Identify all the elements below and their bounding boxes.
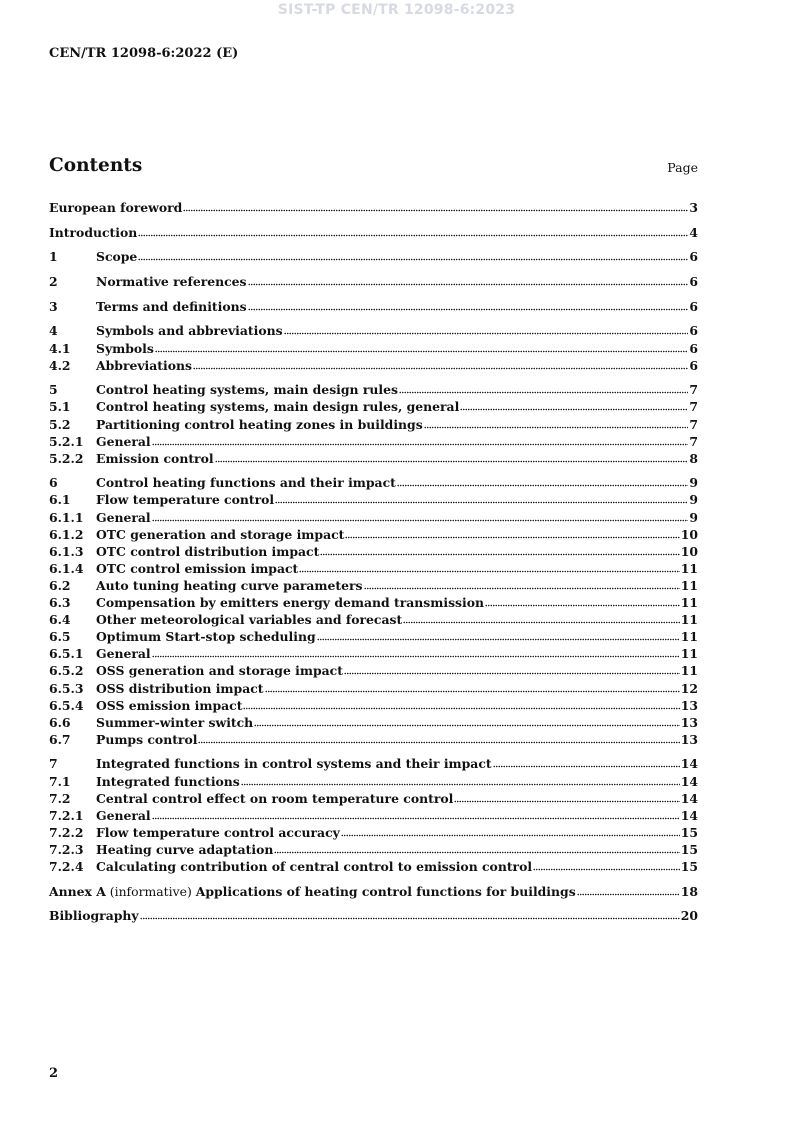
dot-leader: [454, 800, 679, 803]
toc-entry-title: Integrated functions: [96, 773, 240, 789]
toc-entry[interactable]: [49, 273, 698, 290]
toc-entry-title: Bibliography: [49, 908, 139, 924]
dot-leader: [275, 501, 688, 504]
dot-leader: [299, 570, 679, 573]
dot-leader: [317, 638, 680, 641]
dot-leader: [424, 426, 689, 429]
toc-entry[interactable]: [49, 509, 698, 526]
dot-leader: [320, 553, 679, 556]
dot-leader: [152, 519, 689, 522]
toc-entry-title: Compensation by emitters energy demand transmission: [96, 595, 485, 611]
dot-leader: [152, 817, 680, 820]
footer-page-number: 2: [49, 1066, 59, 1081]
toc-entry-number: 6.4: [49, 612, 71, 628]
toc-entry-number: 6.5.3: [49, 680, 84, 696]
toc-entry-title: General: [96, 433, 151, 449]
toc-entry-page: 6: [689, 249, 698, 265]
toc-entry-number: 5.1: [49, 399, 71, 415]
dot-leader: [198, 741, 679, 744]
toc-entry[interactable]: [49, 790, 698, 807]
toc-entry[interactable]: [49, 697, 698, 714]
toc-entry-number: 7.2.2: [49, 824, 84, 840]
toc-entry[interactable]: [49, 628, 698, 645]
toc-entry[interactable]: [49, 611, 698, 628]
toc-entry-title: [49, 883, 576, 900]
toc-entry-title: Integrated functions in control systems and their impact: [96, 756, 492, 772]
document-id: CEN/TR 12098-6:2022 (E): [49, 46, 239, 61]
toc-entry-page: 7: [689, 416, 698, 432]
toc-entry-number: 6.5.2: [49, 663, 84, 679]
toc-entry-page: 10: [680, 543, 698, 559]
toc-entry-title: Summer-winter switch: [96, 714, 254, 730]
dot-leader: [364, 587, 680, 590]
toc-entry[interactable]: [49, 433, 698, 450]
toc-entry-page: 9: [689, 509, 698, 525]
toc-entry-title: Normative references: [96, 274, 247, 290]
toc-entry-page: 6: [689, 274, 698, 290]
toc-entry-page: 14: [680, 807, 698, 823]
toc-entry-title: Optimum Start-stop scheduling: [96, 629, 316, 645]
toc-entry-number: 5.2.1: [49, 433, 84, 449]
toc-entry-number: 7.2.1: [49, 807, 84, 823]
watermark: SIST-TP CEN/TR 12098-6:2023: [277, 2, 516, 18]
toc-entry-number: 4.2: [49, 357, 71, 373]
toc-entry-title: Heating curve adaptation: [96, 841, 274, 857]
toc-entry-title: Flow temperature control: [96, 492, 275, 508]
toc-entry-title: Terms and definitions: [96, 298, 247, 314]
toc-entry-title: Introduction: [49, 224, 138, 240]
toc-entry-title: Abbreviations: [96, 357, 192, 373]
toc-entry[interactable]: [49, 714, 698, 731]
toc-entry-number: 6.5.1: [49, 646, 84, 662]
toc-entry[interactable]: [49, 248, 698, 265]
toc-entry-page: 9: [689, 492, 698, 508]
toc-entry-title: General: [96, 646, 151, 662]
dot-leader: [399, 391, 688, 394]
toc-entry[interactable]: [49, 577, 698, 594]
toc-entry-number: 2: [49, 274, 58, 290]
table-of-contents: [49, 199, 698, 925]
dot-leader: [183, 209, 688, 212]
annex-title: Applications of heating control functions for buildings: [195, 883, 576, 899]
dot-leader: [248, 308, 689, 311]
toc-entry[interactable]: [49, 731, 698, 748]
toc-entry-number: 6.2: [49, 577, 71, 593]
toc-entry-page: 10: [680, 526, 698, 542]
dot-leader: [152, 655, 680, 658]
annex-qualifier: (informative): [105, 883, 196, 899]
toc-entry-page: 11: [680, 629, 698, 645]
toc-entry-number: 1: [49, 249, 58, 265]
toc-entry[interactable]: [49, 357, 698, 374]
toc-entry-page: 15: [680, 841, 698, 857]
toc-entry-page: 11: [680, 595, 698, 611]
toc-entry[interactable]: [49, 543, 698, 560]
dot-leader: [215, 460, 689, 463]
annex-prefix: Annex A: [49, 883, 106, 899]
toc-entry-number: 5.2: [49, 416, 71, 432]
toc-entry-page: 3: [689, 200, 698, 215]
dot-leader: [341, 834, 680, 837]
toc-entry-number: 6.7: [49, 731, 71, 747]
toc-entry-page: 12: [680, 680, 698, 696]
toc-entry-title: Central control effect on room temperature control: [96, 790, 454, 806]
toc-entry-number: 7: [49, 756, 58, 772]
toc-entry-page: 13: [680, 714, 698, 730]
toc-entry[interactable]: [49, 645, 698, 662]
toc-entry[interactable]: [49, 322, 698, 339]
toc-entry-page: 15: [680, 859, 698, 875]
toc-entry-number: 6.6: [49, 714, 71, 730]
dot-leader: [274, 851, 679, 854]
dot-leader: [138, 234, 688, 237]
toc-entry-title: Partitioning control heating zones in buildings: [96, 416, 423, 432]
toc-entry[interactable]: [49, 298, 698, 315]
toc-entry-page: 11: [680, 577, 698, 593]
toc-entry[interactable]: [49, 398, 698, 415]
toc-entry-number: 4.1: [49, 340, 71, 356]
toc-entry-number: 4: [49, 323, 58, 339]
toc-entry[interactable]: [49, 199, 698, 216]
toc-entry-title: Auto tuning heating curve parameters: [96, 577, 363, 593]
dot-leader: [241, 783, 680, 786]
toc-entry-number: 6.1.2: [49, 526, 84, 542]
toc-entry-number: 6.1.4: [49, 560, 84, 576]
toc-entry-title: OTC control emission impact: [96, 560, 299, 576]
toc-entry[interactable]: [49, 662, 698, 679]
toc-entry-title: OTC generation and storage impact: [96, 526, 345, 542]
toc-entry-title: Pumps control: [96, 731, 198, 747]
dot-leader: [243, 707, 679, 710]
dot-leader: [344, 672, 680, 675]
dot-leader: [193, 367, 688, 370]
toc-entry-title: Control heating systems, main design rules: [96, 382, 398, 398]
dot-leader: [152, 443, 689, 446]
toc-entry-number: 7.2.3: [49, 841, 84, 857]
toc-entry-page: 15: [680, 824, 698, 840]
toc-entry-page: 14: [680, 756, 698, 772]
dot-leader: [493, 765, 680, 768]
dot-leader: [155, 350, 689, 353]
dot-leader: [138, 258, 688, 261]
toc-entry[interactable]: [49, 773, 698, 790]
toc-entry-title: Flow temperature control accuracy: [96, 824, 340, 840]
toc-entry-page: 6: [689, 298, 698, 314]
toc-entry-page: 13: [680, 731, 698, 747]
toc-entry-title: Symbols and abbreviations: [96, 323, 283, 339]
toc-entry-page: 11: [680, 560, 698, 576]
toc-entry-number: 7.2.4: [49, 859, 84, 875]
toc-entry-page: 13: [680, 697, 698, 713]
toc-entry-number: 6.5: [49, 629, 71, 645]
dot-leader: [345, 536, 679, 539]
toc-entry-title: Emission control: [96, 450, 214, 466]
toc-entry-number: 6.3: [49, 595, 71, 611]
dot-leader: [403, 621, 680, 624]
toc-entry-page: 20: [680, 908, 698, 924]
toc-entry-number: 6.1: [49, 492, 71, 508]
page-column-label: Page: [667, 160, 698, 175]
toc-entry-page: 14: [680, 790, 698, 806]
toc-entry-page: 6: [689, 323, 698, 339]
toc-entry-page: 7: [689, 433, 698, 449]
dot-leader: [533, 868, 680, 871]
page-title: Contents: [49, 155, 143, 176]
toc-entry-page: 8: [689, 450, 698, 466]
toc-entry-page: 18: [680, 883, 698, 899]
contents-header: [49, 155, 698, 181]
toc-entry[interactable]: [49, 224, 698, 241]
toc-entry-title: Other meteorological variables and forecast: [96, 612, 403, 628]
toc-entry[interactable]: [49, 560, 698, 577]
toc-entry-page: 11: [680, 612, 698, 628]
dot-leader: [460, 408, 688, 411]
toc-entry-title: OSS generation and storage impact: [96, 663, 343, 679]
toc-entry[interactable]: [49, 594, 698, 611]
toc-entry-number: 3: [49, 298, 58, 314]
toc-entry-number: 6.1.1: [49, 509, 84, 525]
toc-entry-page: 6: [689, 357, 698, 373]
dot-leader: [248, 283, 689, 286]
toc-entry-page: 4: [689, 224, 698, 240]
toc-entry-number: 6.5.4: [49, 697, 84, 713]
toc-entry-title: Calculating contribution of central control to emission control: [96, 859, 533, 875]
toc-entry-title: General: [96, 807, 151, 823]
toc-entry[interactable]: [49, 381, 698, 398]
toc-entry[interactable]: [49, 755, 698, 772]
dot-leader: [265, 690, 680, 693]
toc-entry-title: OTC control distribution impact: [96, 543, 320, 559]
toc-entry-title: OSS emission impact: [96, 697, 243, 713]
toc-entry[interactable]: [49, 680, 698, 697]
toc-entry-number: 7.1: [49, 773, 71, 789]
toc-entry-page: 7: [689, 382, 698, 398]
dot-leader: [254, 724, 680, 727]
toc-entry-number: 5: [49, 382, 58, 398]
toc-entry-number: 6: [49, 475, 58, 491]
toc-entry-title: Scope: [96, 249, 138, 265]
toc-entry-page: 14: [680, 773, 698, 789]
toc-entry-title: Symbols: [96, 340, 154, 356]
toc-entry-page: 11: [680, 663, 698, 679]
toc-entry-page: 11: [680, 646, 698, 662]
toc-entry[interactable]: [49, 841, 698, 858]
toc-entry-number: 7.2: [49, 790, 71, 806]
toc-entry[interactable]: [49, 807, 698, 824]
toc-entry[interactable]: [49, 824, 698, 841]
dot-leader: [140, 917, 680, 920]
dot-leader: [397, 484, 689, 487]
toc-entry[interactable]: [49, 450, 698, 467]
toc-entry[interactable]: [49, 474, 698, 491]
toc-entry-title: Control heating functions and their impact: [96, 475, 396, 491]
toc-entry-title: European foreword: [49, 200, 183, 215]
toc-entry-title: General: [96, 509, 151, 525]
toc-entry-page: 7: [689, 399, 698, 415]
dot-leader: [284, 332, 689, 335]
toc-entry-number: 5.2.2: [49, 450, 84, 466]
dot-leader: [577, 893, 680, 896]
toc-entry[interactable]: [49, 858, 698, 875]
toc-entry-number: 6.1.3: [49, 543, 84, 559]
dot-leader: [485, 604, 680, 607]
toc-entry-bibliography[interactable]: [49, 907, 698, 924]
toc-entry-annex-a[interactable]: [49, 883, 698, 900]
toc-entry[interactable]: [49, 416, 698, 433]
toc-entry-title: OSS distribution impact: [96, 680, 264, 696]
toc-entry-page: 9: [689, 475, 698, 491]
toc-entry-page: 6: [689, 340, 698, 356]
toc-entry[interactable]: [49, 526, 698, 543]
toc-entry[interactable]: [49, 491, 698, 508]
toc-entry[interactable]: [49, 340, 698, 357]
toc-entry-title: Control heating systems, main design rules, general: [96, 399, 460, 415]
